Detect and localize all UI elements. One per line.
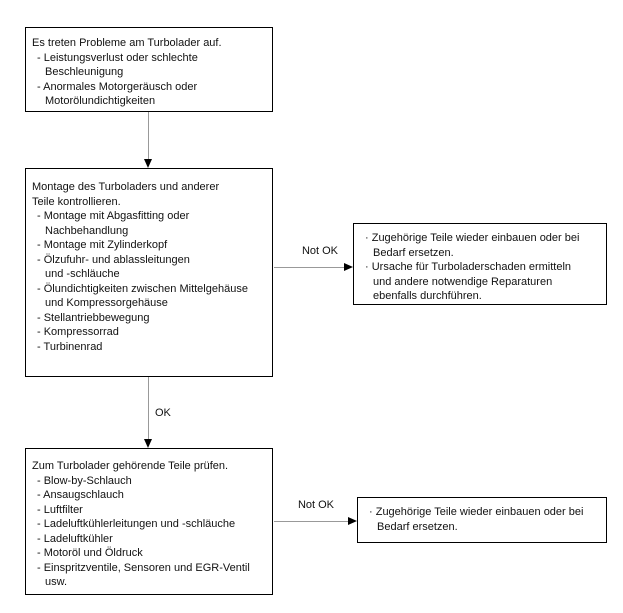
flow-line-text: - Ladeluftkühler [37, 532, 113, 545]
notok-action-box-1 [353, 223, 607, 305]
arrowhead-right-icon [344, 263, 353, 271]
flow-line-text: - Leistungsverlust oder schlechte [37, 51, 198, 64]
flow-line-text: - Ladeluftkühlerleitungen und -schläuche [37, 518, 236, 530]
not-ok-label-2: Not OK [284, 498, 348, 513]
notok-action-box-2 [357, 497, 607, 543]
flow-line-text: - Einspritzventile, Sensoren und EGR-Ventil [37, 561, 250, 574]
arrowhead-down-icon [144, 439, 152, 448]
flow-line-text: - Stellantriebbewegung [37, 311, 150, 324]
flow-line-text: - Ansaugschlauch [37, 489, 124, 501]
flow-line-text: Teile kontrollieren. [32, 195, 121, 208]
connector-line-right-2 [274, 521, 348, 522]
flow-line-text: - Motoröl und Öldruck [37, 547, 143, 559]
flow-line-text: - Turbinenrad [37, 340, 103, 353]
flow-line-text: · Zugehörige Teile wieder einbauen oder bei [365, 232, 580, 244]
flow-line-text: - Ölzufuhr- und ablassleitungen [37, 253, 190, 266]
arrowhead-right-icon [348, 517, 357, 525]
not-ok-label-1: Not OK [288, 244, 352, 259]
flow-line-text: Bedarf ersetzen. [377, 520, 458, 533]
ok-label: OK [155, 407, 171, 419]
flow-line-text: und -schläuche [45, 268, 120, 280]
flow-line-text: Nachbehandlung [45, 224, 129, 237]
flow-line-text: - Kompressorrad [37, 326, 119, 338]
arrowhead-down-icon [144, 159, 152, 168]
flow-line-text: - Luftfilter [37, 503, 83, 516]
flow-line-text: - Blow-by-Schlauch [37, 474, 132, 487]
connector-line-down-2 [148, 377, 149, 439]
flow-line-text: und Kompressorgehäuse [45, 297, 168, 309]
flow-line-text: Bedarf ersetzen. [373, 246, 454, 259]
connector-line-right-1 [274, 267, 344, 268]
check-turbo-mounting-box [25, 168, 273, 377]
flow-line-text: - Anormales Motorgeräusch oder [37, 80, 198, 93]
flow-line-text: Es treten Probleme am Turbolader auf. [32, 37, 222, 49]
problem-description-box [25, 27, 273, 112]
flow-line-text: und andere notwendige Reparaturen [373, 275, 553, 288]
flow-line-text: · Ursache für Turboladerschaden ermitteln [365, 261, 572, 273]
flow-line-text: - Montage mit Abgasfitting oder [37, 210, 190, 222]
flow-line-text: - Montage mit Zylinderkopf [37, 239, 168, 251]
flow-line-text: · Zugehörige Teile wieder einbauen oder bei [369, 506, 584, 518]
connector-line-down-1 [148, 112, 149, 160]
flow-line-text: Montage des Turboladers und anderer [32, 181, 220, 193]
flow-line-text: - Ölundichtigkeiten zwischen Mittelgehäuse [37, 282, 248, 295]
flow-line-text: Beschleunigung [45, 66, 124, 78]
flow-line-text: usw. [45, 576, 68, 588]
flow-line-text: Motorölundichtigkeiten [45, 95, 156, 107]
flow-line-text: ebenfalls durchführen. [373, 290, 482, 302]
flow-line-text: Zum Turbolader gehörende Teile prüfen. [32, 460, 229, 472]
check-related-parts-box [25, 448, 273, 595]
